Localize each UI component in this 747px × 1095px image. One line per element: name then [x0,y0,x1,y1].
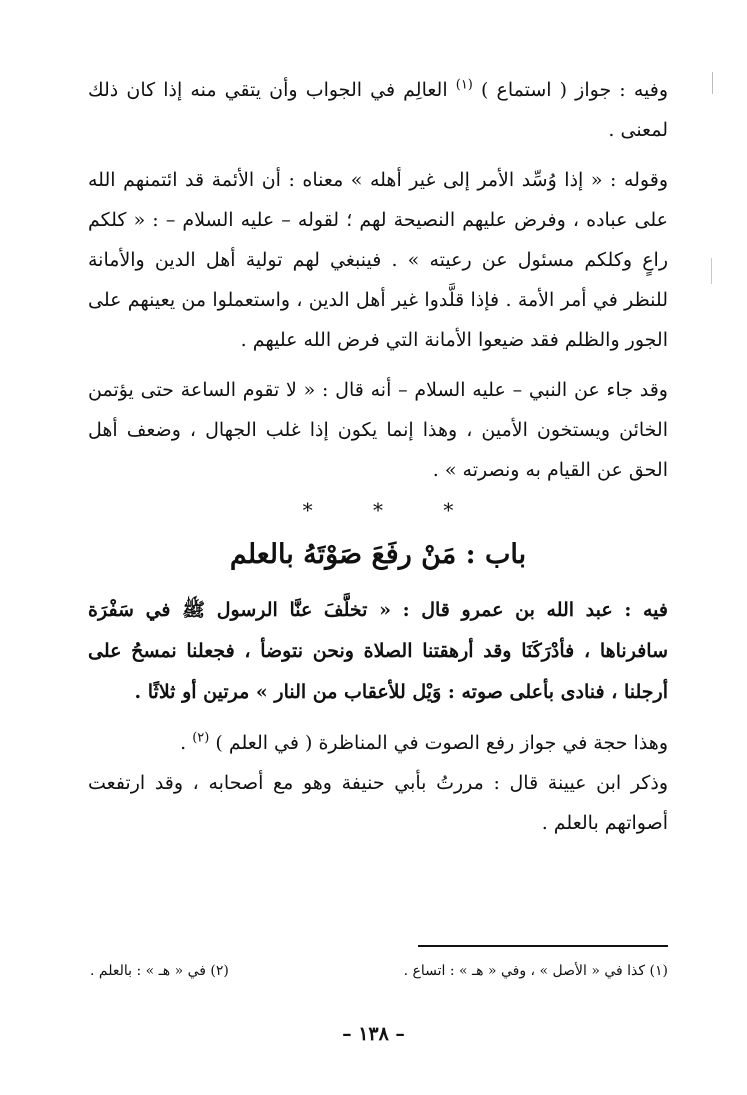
footnote: (٢) في « هـ » : بالعلم . [90,963,229,979]
paragraph-text: العالِم في الجواب وأن يتقي منه إذا كان ذلك لمعنى . [88,79,668,141]
paragraph-text: . [180,732,193,754]
footnote-ref[interactable]: (١) [455,77,473,93]
star-icon: * [373,498,383,522]
footnote-divider [418,945,668,947]
paragraph [88,70,668,150]
page-body [88,70,668,843]
paragraph: وقوله : « إذا وُسِّد الأمر إلى غير أهله » معناه : أن الأئمة قد ائتمنهم الله على عباده ، وفرض عليهم النصيحة لهم ؛ لقوله – عليه السلام – : « كلكم راعٍ وكلكم مسئول عن رعيته » . فينبغي لهم تولية أهل الدين والأمانة للنظر في أمر الأمة . فإذا قلَّدوا غير أهل الدين ، واستعملوا من يعينهم على الجور والظلم فقد ضيعوا الأمانة التي فرض الله عليهم . [88,169,668,351]
paragraph-text: وهذا حجة في جواز رفع الصوت في المناظرة ( في العلم ) [209,732,668,754]
section-divider [88,498,668,528]
paragraph-text: وفيه : جواز ( استماع ) [472,79,668,101]
star-icon: * [302,498,313,522]
footnotes [90,960,668,982]
paragraph: وقد جاء عن النبي – عليه السلام – أنه قال : « لا تقوم الساعة حتى يؤتمن الخائن ويستخون الأمين ، وهذا إنما يكون إذا غلب الجهال ، وضعف أهل الحق عن القيام به ونصرته » . [88,379,668,481]
chapter-heading: باب : مَنْ رفَعَ صَوْتَهُ بالعلم [229,539,527,570]
paragraph: وذكر ابن عيينة قال : مررتُ بأبي حنيفة وهو مع أصحابه ، وقد ارتفعت أصواتهم بالعلم . [88,772,668,834]
margin-mark [711,258,712,284]
paragraph [88,723,668,763]
page-number: – ١٣٨ – [342,1023,405,1045]
footnote-ref[interactable]: (٢) [192,730,210,746]
star-icon: * [443,498,454,522]
margin-mark [712,72,713,94]
footnote: (١) كذا في « الأصل » ، وفي « هـ » : اتساع . [403,963,668,979]
hadith-text: فيه : عبد الله بن عمرو قال : « تخلَّفَ عنَّا الرسول ﷺ في سَفْرَة سافرناها ، فأدْرَكَنَا وقد أرهقتنا الصلاة ونحن نتوضأ ، فجعلنا نمسحُ على أرجلنا ، فنادى بأعلى صوته : وَيْل للأعقاب من النار » مرتين أو ثلاثًا . [88,599,668,703]
